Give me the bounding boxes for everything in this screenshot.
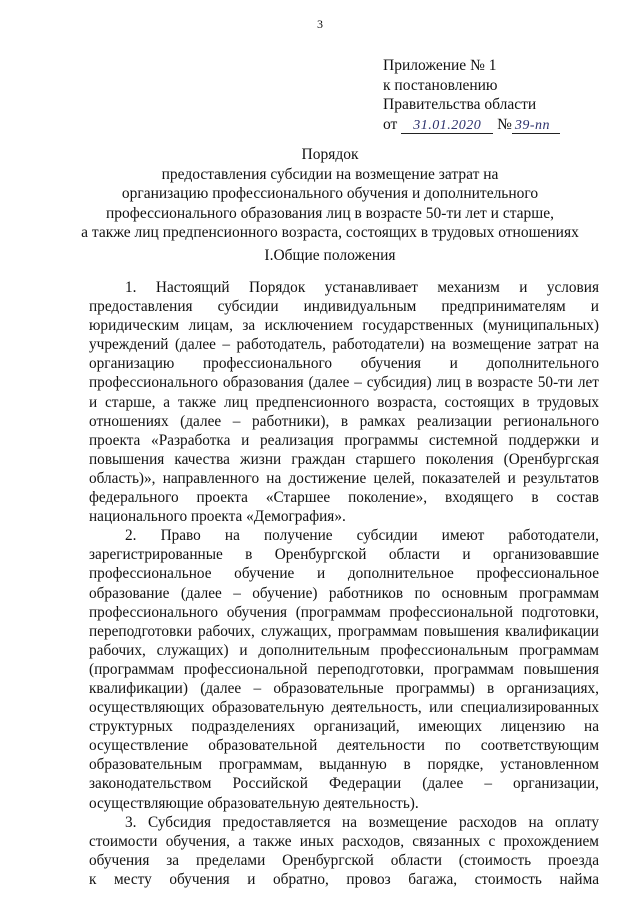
text-line: 3. Субсидия предоставляется на возмещение расходов на оплату [125,813,599,831]
text-line: осуществление образовательной деятельности по соответствующим [89,737,599,755]
text-line: законодательством Российской Федерации (далее – организации, [89,775,599,793]
text-line: юридическим лицам, за исключением государственных (муниципальных) [89,317,599,335]
text-line: федерального проекта «Старшее поколение», входящего в состав [89,489,599,507]
text-line: организацию профессионального обучения и дополнительного [89,355,599,373]
text-line: профессионального образования (далее – субсидия) лиц в возрасте 50-ти лет [89,374,599,392]
handwritten-date: 31.01.2020 [401,118,493,134]
date-prefix: от [383,115,398,133]
text-line: квалификации) (далее – образовательные программы) в организациях, [89,679,599,697]
text-line: предоставления субсидии индивидуальным предпринимателям и [89,298,599,316]
text-line: рабочих, служащих) и дополнительным профессиональным программам [89,641,599,659]
text-line: учреждений (далее – работодатель, работодатели) на возмещение затрат на [89,336,599,354]
title-line-1: Порядок [301,146,359,163]
text-line: стоимости обучения, а также иных расходов, связанных с прохождением [89,832,599,850]
title-line-3: организацию профессионального обучения и дополнительного [121,185,539,202]
handwritten-number: 39-пп [512,118,560,134]
text-line: образовательным программам, выданную в порядке, установленном [89,756,599,774]
paragraph-1 [89,278,599,526]
appendix-line-2: к постановлению [383,76,498,94]
text-line: национального проекта «Демография». [89,508,346,526]
section-heading: I.Общие положения [264,247,396,264]
text-line: структурных подразделениях организаций, имеющих лицензию на [89,718,599,736]
appendix-line-3: Правительства области [383,96,537,113]
text-line: отношениях (далее – работники), в рамках реализации регионального [89,412,599,430]
text-line: (программам профессиональной переподготовки, программам повышения [89,660,599,678]
page-number: 3 [317,17,323,31]
title-line-5: а также лиц предпенсионного возраста, состоящих в трудовых отношениях [81,224,579,241]
title-line-4: профессионального образования лиц в возрасте 50-ти лет и старше, [105,204,555,222]
text-line: осуществляющих образовательную деятельность, или специализированных [89,699,599,717]
text-line: и старше, а также лиц предпенсионного возраста, состоящих в трудовых [89,393,599,411]
text-line: область)», направленного на достижение целей, показателей и результатов [89,469,599,487]
text-line: обучения за пределами Оренбургской области (стоимость проезда [89,851,599,869]
paragraph-2 [89,526,599,812]
text-line: 2. Право на получение субсидии имеют работодатели, [125,527,599,545]
text-line: к месту обучения и обратно, провоз багажа, стоимость найма [89,870,599,888]
text-line: профессионального обучения (программам профессиональной подготовки, [89,603,599,621]
text-line: повышения качества жизни граждан старшего поколения (Оренбургская [89,450,599,468]
document-title [60,145,600,243]
text-line: профессиональное обучение и дополнительное профессиональное [89,565,599,583]
text-line: образование (далее – обучение) работников по основным программам [89,584,599,602]
text-line: переподготовки рабочих, служащих, программам повышения квалификации [89,622,599,640]
paragraph-3 [89,813,599,889]
text-line: зарегистрированные в Оренбургской области и организовавшие [89,546,599,564]
appendix-line-1: Приложение № 1 [383,57,497,74]
appendix-date-row [383,115,560,135]
text-line: осуществляющие образовательную деятельность). [89,794,419,812]
text-line: проекта «Разработка и реализация программы системной поддержки и [89,431,599,449]
title-line-2: предоставления субсидии на возмещение затрат на [161,165,499,183]
body-text [89,278,599,889]
appendix-block [383,56,560,134]
number-prefix: № [497,115,512,133]
text-line: 1. Настоящий Порядок устанавливает механизм и условия [125,279,599,296]
